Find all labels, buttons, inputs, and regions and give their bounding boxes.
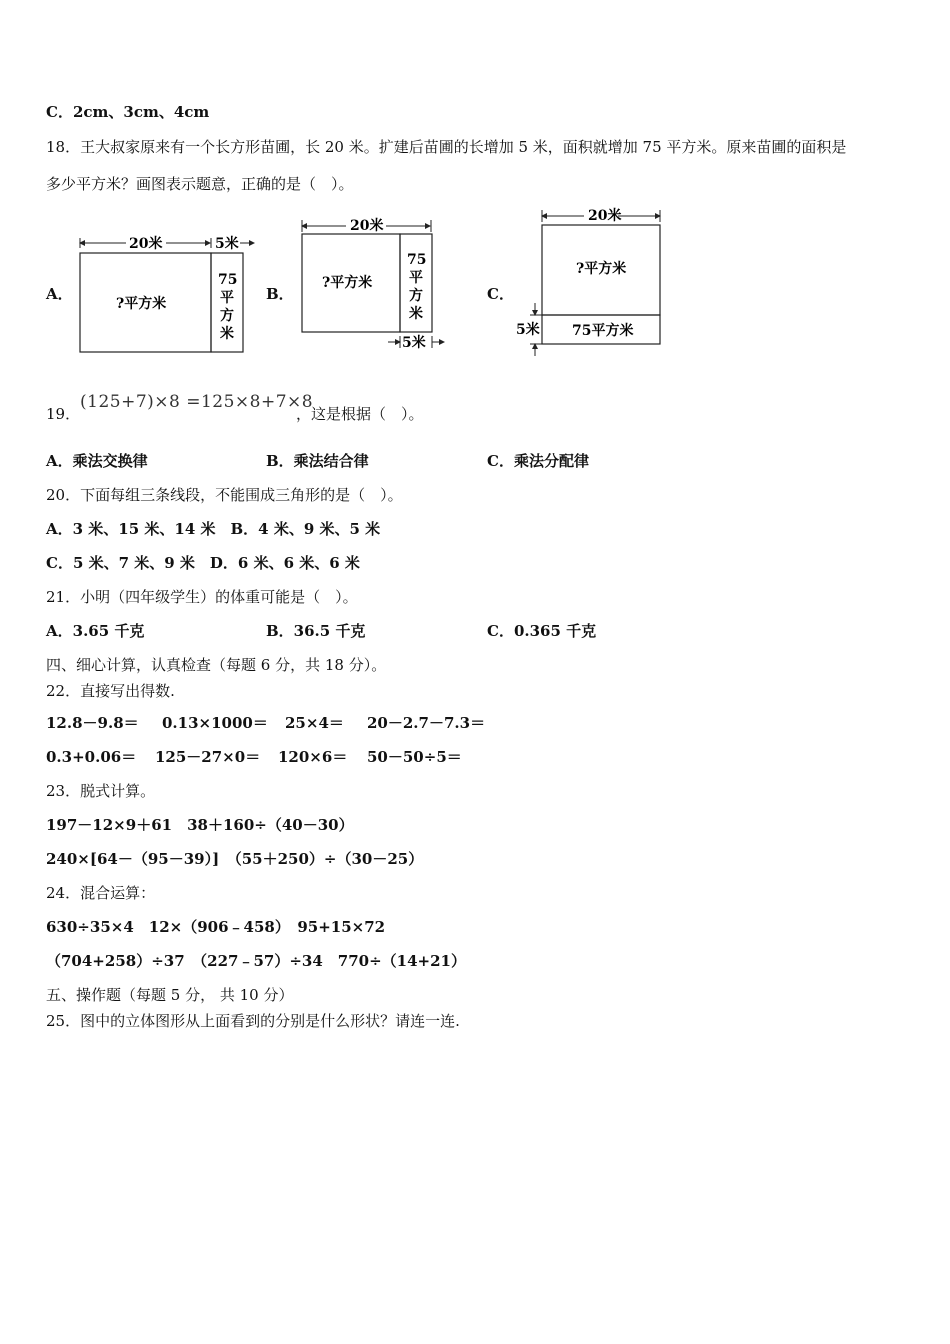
q20-stem: 20．下面每组三条线段，不能围成三角形的是（ ）。 [46, 486, 403, 504]
section5-title: 五、操作题（每题 5 分， 共 10 分） [46, 986, 294, 1004]
q18-label-b: B． [266, 285, 294, 303]
q23-row2: 240×[64－（95－39）] （55＋250）÷（30－25） [46, 850, 424, 868]
q25-stem: 25．图中的立体图形从上面看到的分别是什么形状？请连一连. [46, 1012, 460, 1030]
q18-stem-line2: 多少平方米？画图表示题意，正确的是（ ）。 [46, 175, 354, 193]
diagram-c-main-area: ?平方米 [576, 261, 627, 277]
q24-row1: 630÷35×4 12×（906﹣458） 95+15×72 [46, 918, 386, 936]
q19-option-a: A．乘法交换律 [46, 452, 148, 470]
diagram-b-ext-char-3: 米 [409, 306, 423, 322]
diagram-b-main-area: ?平方米 [322, 275, 373, 291]
diagram-a-ext-char-3: 米 [220, 326, 234, 342]
q23-stem: 23．脱式计算。 [46, 782, 156, 800]
q19-option-b: B．乘法结合律 [266, 452, 369, 470]
q21-option-c: C．0.365 千克 [487, 622, 597, 640]
q21-stem: 21．小明（四年级学生）的体重可能是（ ）。 [46, 588, 358, 606]
q23-row1: 197－12×9＋61 38＋160÷（40－30） [46, 816, 354, 834]
q20-row1: A．3 米、15 米、14 米 B．4 米、9 米、5 米 [46, 520, 381, 538]
q22-r1-c2: 0.13×1000＝ [162, 714, 268, 732]
diagram-c-ext-len: 5米 [516, 322, 540, 338]
q18-diagram-b [296, 214, 456, 354]
q22-r2-c2: 125－27×0＝ [155, 748, 261, 766]
q22-r1-c3: 25×4＝ [285, 714, 344, 732]
q20-row2: C．5 米、7 米、9 米 D．6 米、6 米、6 米 [46, 554, 360, 572]
section4-title: 四、细心计算，认真检查（每题 6 分，共 18 分）。 [46, 656, 387, 674]
diagram-a-ext-char-2: 方 [220, 308, 234, 324]
q22-stem: 22．直接写出得数. [46, 682, 175, 700]
q22-r2-c4: 50－50÷5＝ [367, 748, 462, 766]
q18-diagram-c [512, 205, 672, 360]
q22-r1-c1: 12.8－9.8＝ [46, 714, 139, 732]
diagram-a-ext-char-0: 75 [218, 272, 238, 288]
q19-number: 19． [46, 405, 81, 423]
q18-label-c: C． [487, 285, 514, 303]
diagram-b-ext-char-2: 方 [409, 288, 423, 304]
q21-option-b: B．36.5 千克 [266, 622, 366, 640]
diagram-a-top-len: 20米 [129, 236, 163, 252]
q18-diagram-a [74, 230, 264, 358]
diagram-c-ext-area: 75平方米 [572, 323, 634, 339]
q22-r1-c4: 20－2.7－7.3＝ [367, 714, 486, 732]
diagram-b-ext-char-0: 75 [407, 252, 427, 268]
q18-stem-line1: 18．王大叔家原来有一个长方形苗圃，长 20 米。扩建后苗圃的长增加 5 米，面积就增加 75 平方米。原来苗圃的面积是 [46, 138, 847, 156]
diagram-b-ext-char-1: 平 [409, 270, 423, 286]
q24-stem: 24．混合运算： [46, 884, 156, 902]
q18-label-a: A． [46, 285, 73, 303]
diagram-a-ext-len: 5米 [215, 236, 239, 252]
q19-option-c: C．乘法分配律 [487, 452, 589, 470]
q22-r2-c1: 0.3+0.06＝ [46, 748, 137, 766]
diagram-a-ext-char-1: 平 [220, 290, 234, 306]
q22-r2-c3: 120×6＝ [278, 748, 348, 766]
diagram-b-ext-len: 5米 [402, 335, 426, 351]
q21-option-a: A．3.65 千克 [46, 622, 145, 640]
diagram-c-top-len: 20米 [588, 208, 622, 224]
q19-suffix: ，这是根据（ ）。 [296, 405, 424, 423]
diagram-a-main-area: ?平方米 [116, 296, 167, 312]
diagram-b-top-len: 20米 [350, 218, 384, 234]
q24-row2: （704+258）÷37 （227﹣57）÷34 770÷（14+21） [46, 952, 466, 970]
q17-option-c: C．2cm、3cm、4cm [46, 103, 210, 121]
q19-formula: (125+7)×8 =125×8+7×8 [80, 392, 314, 412]
